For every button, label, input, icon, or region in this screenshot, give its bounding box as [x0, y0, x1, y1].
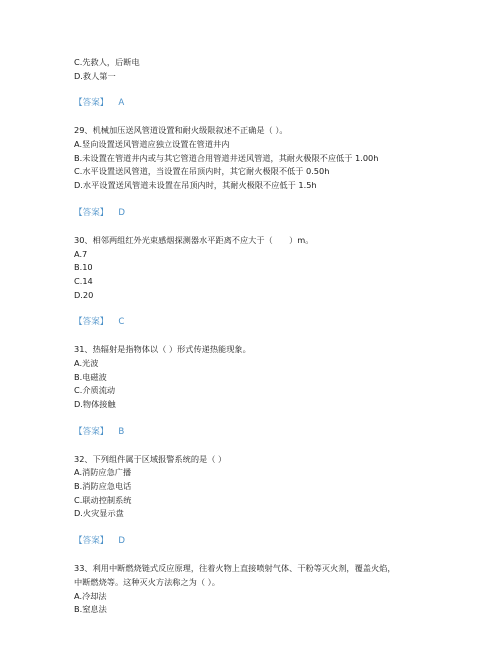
option-d: D.水平设置送风管道未设置在吊顶内时，其耐火极限不应低于 1.5h: [74, 180, 317, 191]
option-b: B.10: [74, 262, 93, 273]
answer-label: 【答案】: [74, 426, 109, 437]
answer-value: D: [118, 536, 126, 547]
option-c: C.14: [74, 275, 93, 286]
answer-line: [74, 316, 454, 329]
option-c: C.联动控制系统: [74, 494, 132, 505]
option-b: B.未设置在管道井内或与其它管道合用管道井送风管道，其耐火极限不应低于 1.00h: [74, 152, 379, 163]
option-d: D.火灾显示盘: [74, 508, 124, 519]
option-b: B.窒息法: [74, 604, 107, 615]
option-c: C.先救人，后断电: [74, 57, 140, 67]
answer-value: A: [118, 98, 125, 109]
answer-label: 【答案】: [74, 536, 109, 547]
answer-value: B: [118, 426, 125, 437]
question-stem: 33、利用中断燃烧链式反应原理，往着火物上直接喷射气体、干粉等灭火剂，覆盖火焰，: [74, 563, 396, 574]
option-d: D.物体接触: [74, 399, 116, 409]
answer-line: [74, 207, 454, 220]
option-d: D.救人第一: [74, 70, 116, 81]
option-a: A.7: [74, 248, 88, 259]
answer-label: 【答案】: [74, 98, 109, 109]
question-33: [74, 562, 454, 617]
answer-line: [74, 535, 454, 548]
option-b: B.消防应急电话: [74, 481, 132, 492]
question-stem: 29、机械加压送风管道设置和耐火级限叙述不正确是（ ）。: [74, 125, 288, 136]
answer-value: D: [118, 207, 126, 218]
answer-label: 【答案】: [74, 317, 109, 328]
answer-label: 【答案】: [74, 207, 109, 218]
question-29: [74, 124, 454, 192]
option-c: C.水平设置送风管道，当设置在吊顶内时，其它耐火极限不低于 0.50h: [74, 166, 330, 177]
option-d: D.20: [74, 289, 94, 300]
option-a: A.冷却法: [74, 590, 107, 601]
option-b: B.电磁波: [74, 371, 107, 382]
answer-line: [74, 426, 454, 439]
document-page: [74, 56, 454, 617]
answer-value: C: [118, 317, 125, 328]
option-a: A.竖向设置送风管道应独立设置在管道井内: [74, 139, 230, 150]
answer-line: [74, 97, 454, 110]
question-stem: 31、热辐射是指物体以（ ）形式传递热能现象。: [74, 344, 251, 355]
question-28-options-tail: [74, 56, 454, 83]
question-stem: 30、相邻两组红外光束感烟探测器水平距离不应大于（ ）m。: [74, 234, 314, 245]
question-stem: 32、下列组件属于区域报警系统的是（ ）: [74, 453, 227, 464]
question-32: [74, 453, 454, 521]
option-a: A.消防应急广播: [74, 467, 132, 478]
question-30: [74, 234, 454, 302]
option-a: A.光波: [74, 357, 99, 368]
question-31: [74, 343, 454, 411]
option-c: C.介质流动: [74, 385, 116, 396]
question-stem-continued: 中断燃烧等。这种灭火方法称之为（ ）。: [74, 576, 220, 587]
